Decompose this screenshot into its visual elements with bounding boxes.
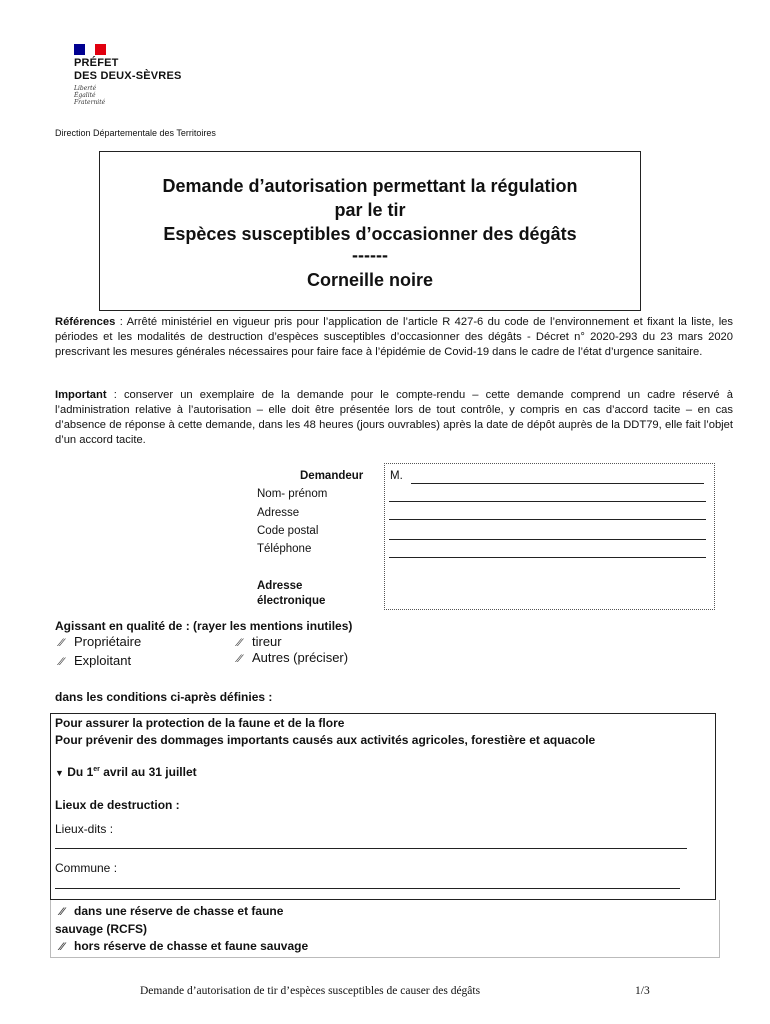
places-heading: Lieux de destruction : <box>55 798 180 812</box>
motto-fraternite: Fraternité <box>74 99 106 106</box>
dropdown-arrow-icon: ▼ <box>55 768 64 778</box>
important-label: Important <box>55 389 107 401</box>
logo-department: DES DEUX-SÈVRES <box>74 70 182 82</box>
applicant-prefix: M. <box>390 470 403 482</box>
lieux-dits-label: Lieux-dits : <box>55 822 114 836</box>
motto-egalite: Égalité <box>74 92 96 99</box>
field-label-email-2: électronique <box>257 595 326 607</box>
strike-mark-icon: ⁄⁄ <box>60 941 64 953</box>
purpose-damage-prevention: Pour prévenir des dommages importants causés aux activités agricoles, forestière et aquacole <box>55 733 596 747</box>
field-label-phone: Téléphone <box>257 543 312 555</box>
purpose-fauna-flora: Pour assurer la protection de la faune et de la flore <box>55 716 345 730</box>
title-line-1: Demande d’autorisation permettant la régulation <box>162 176 578 196</box>
title-separator: ------ <box>352 245 388 265</box>
footer-text: Demande d’autorisation de tir d’espèces susceptibles de causer des dégâts <box>140 985 481 997</box>
important-paragraph <box>55 388 733 448</box>
title-species: Corneille noire <box>306 270 434 290</box>
option-in-reserve[interactable]: ⁄⁄ dans une réserve de chasse et faune <box>60 904 284 918</box>
strike-mark-icon: ⁄⁄ <box>238 637 242 649</box>
address-input-line-2[interactable] <box>389 519 706 520</box>
phone-input-line[interactable] <box>389 557 706 558</box>
option-in-reserve-cont: sauvage (RCFS) <box>55 922 148 936</box>
commune-label: Commune : <box>55 861 118 875</box>
title-line-3: Espèces susceptibles d’occasionner des dégâts <box>163 224 577 244</box>
strike-mark-icon: ⁄⁄ <box>60 637 64 649</box>
title-line-2: par le tir <box>334 200 406 220</box>
postal-code-input-line[interactable] <box>389 539 706 540</box>
page-number: 1/3 <box>635 985 650 997</box>
references-paragraph <box>55 315 733 360</box>
direction-name: Direction Départementale des Territoires <box>55 128 216 138</box>
strike-mark-icon: ⁄⁄ <box>238 653 242 665</box>
address-input-line[interactable] <box>389 501 706 502</box>
option-other[interactable]: ⁄⁄ Autres (préciser) <box>238 650 349 665</box>
field-label-address: Adresse <box>257 507 300 519</box>
field-label-name: Nom- prénom <box>257 488 328 500</box>
capacity-heading: Agissant en qualité de : (rayer les mentions inutiles) <box>55 619 353 633</box>
lieux-dits-input-line[interactable] <box>55 848 687 849</box>
option-shooter[interactable]: ⁄⁄ tireur <box>238 634 282 649</box>
title-box <box>99 151 641 311</box>
strike-mark-icon: ⁄⁄ <box>60 656 64 668</box>
option-out-reserve[interactable]: ⁄⁄ hors réserve de chasse et faune sauvage <box>60 939 309 953</box>
applicant-heading: Demandeur <box>300 470 364 482</box>
logo-prefet: PRÉFET <box>74 57 119 69</box>
period-dropdown[interactable]: ▼ Du 1er avril au 31 juillet <box>55 765 197 779</box>
republic-flag-logo <box>74 44 106 55</box>
conditions-heading: dans les conditions ci-après définies : <box>55 690 273 704</box>
option-owner[interactable]: ⁄⁄ Propriétaire <box>60 634 142 649</box>
references-label: Références <box>55 316 116 328</box>
field-label-postal-code: Code postal <box>257 525 319 537</box>
strike-mark-icon: ⁄⁄ <box>60 906 64 918</box>
field-label-email-1: Adresse <box>257 580 303 592</box>
commune-input-line[interactable] <box>55 888 680 889</box>
motto-liberte: Liberté <box>74 85 97 92</box>
applicant-input-box <box>384 463 715 610</box>
option-operator[interactable]: ⁄⁄ Exploitant <box>60 653 132 668</box>
references-text: : Arrêté ministériel en vigueur pris pour l’application de l’article R 427-6 du code de l’environnement et fixant la liste, les périodes et les modalités de destruction d’espèces susceptibles d’occasionner des dégâts - Décret n° 2020-293 du 23 mars 2020 prescrivant les mesures générales nécessaires pour faire face à l’épidémie de Covid-19 dans le cadre de l’état d’urgence sanitaire. <box>55 316 733 358</box>
name-input-line[interactable] <box>411 483 704 484</box>
important-text: : conserver un exemplaire de la demande pour le compte-rendu – cette demande comprend un cadre réservé à l’administration relative à l’autorisation – elle doit être présentée lors de tout contrôle, y compris en cas d’accord tacite – en cas d’absence de réponse à cette demande, dans les 48 heures (jours ouvrables) après la date de dépôt auprès de la DDT79, elle fait l’objet d’un accord tacite. <box>55 389 733 446</box>
